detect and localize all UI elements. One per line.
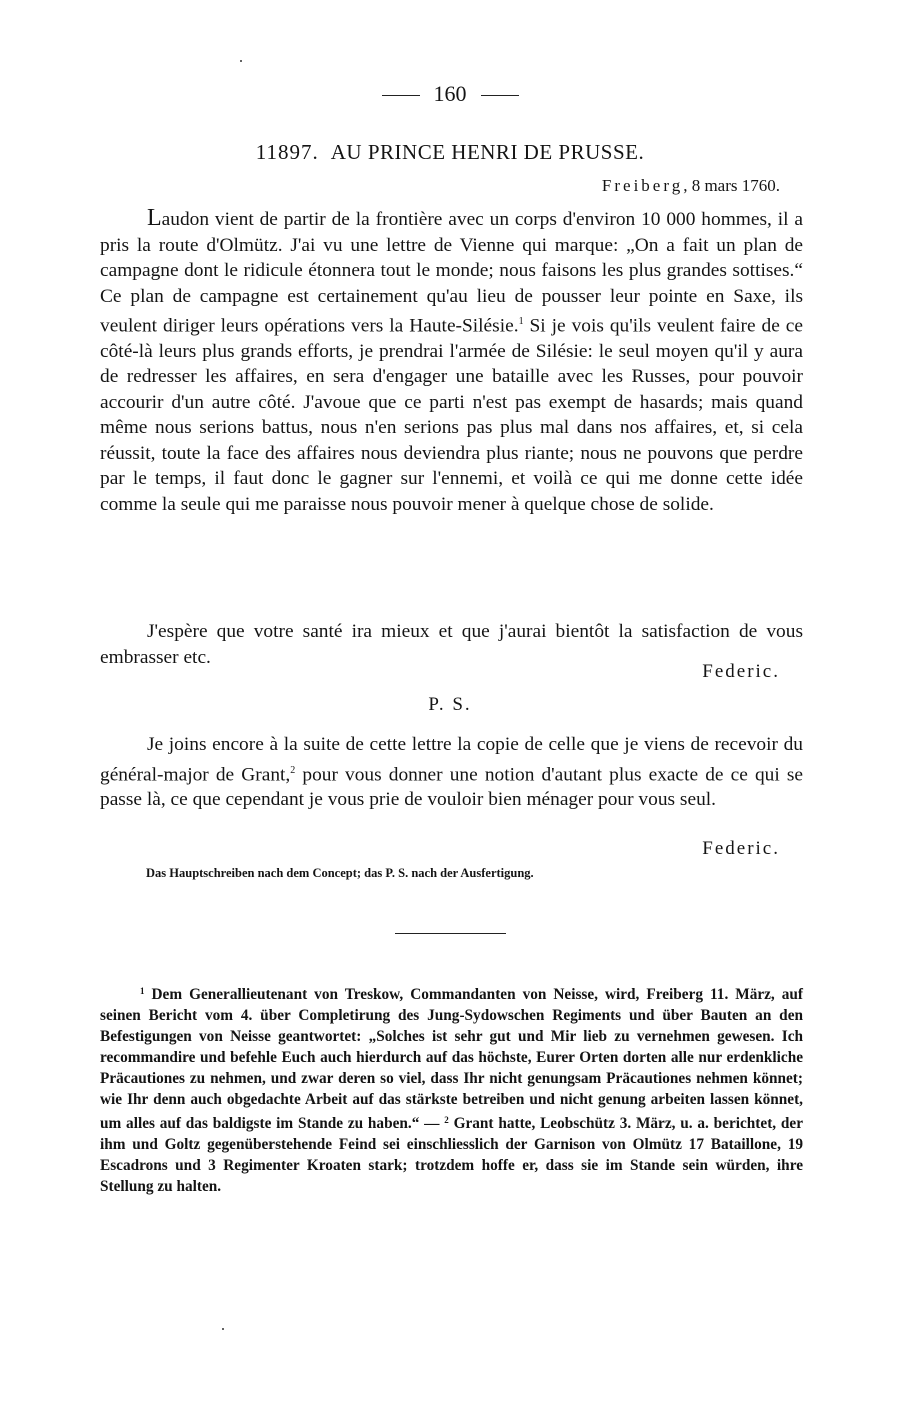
letter-date: , 8 mars 1760. xyxy=(683,176,780,195)
print-speck xyxy=(240,60,242,62)
page-number-value: 160 xyxy=(433,81,467,106)
source-note: Das Hauptschreiben nach dem Concept; das P. S. nach der Ausfertigung. xyxy=(146,866,534,880)
page-number-dash-right xyxy=(481,95,519,96)
footnote-separator xyxy=(395,933,506,934)
footnote-ref-1: 1 xyxy=(518,316,524,327)
letter-paragraph-1 xyxy=(100,206,803,517)
paragraph-initial: L xyxy=(147,205,162,231)
page-number-dash-left xyxy=(382,95,420,96)
paragraph-1-text-end: Si je vois qu'ils veulent faire de ce côté-là leurs plus grands efforts, je prendrai l'armée de Silésie: le seul moyen qu'il y aura de redresser les affaires, en sera d'engager une bataille avec les Russes, pour pouvoir accourir d'un autre côté. J'avoue que ce parti n'est pas exempt de hasards; mais quand même nous serions battus, nous n'en serions pas plus mal dans nos affaires, et, si cela réussit, toute la face des affaires nous deviendra plus riante; nous ne pouvons que perdre par le temps, il faut donc le gagner sur l'ennemi, et voilà ce qui me donne cette idée comme la seule qui me paraisse nous pouvoir mener à quelque chose de solide. xyxy=(100,315,803,515)
postscript-heading: P. S. xyxy=(428,694,472,715)
letter-number: 11897. xyxy=(255,140,319,164)
letter-place: Freiberg xyxy=(601,176,684,195)
paragraph-1-text: audon vient de partir de la frontière avec un corps d'environ 10 000 hommes, il a pris la route d'Olmütz. J'ai vu une lettre de Vienne qui marque: „On a fait un plan de campagne dont le ridicule étonnera tout le monde; nous faisons les plus grandes sottises.“ Ce plan de campagne est certainement qu'au lieu de pousser leur pointe en Saxe, ils veulent diriger leurs opérations vers la Haute-Silésie. xyxy=(100,209,803,337)
footnote-1-mark: 1 xyxy=(140,986,145,996)
paragraph-2-text: J'espère que votre santé ira mieux et que j'aurai bientôt la satisfaction de vous embrasser etc. xyxy=(100,621,803,668)
letter-heading xyxy=(0,138,900,166)
postscript-text-end: pour vous donner une notion d'autant plus exacte de ce qui se passe là, ce que cependant je vous prie de vouloir bien ménager pour vous seul. xyxy=(100,763,803,811)
letter-dateline xyxy=(602,175,780,197)
letter-title: AU PRINCE HENRI DE PRUSSE. xyxy=(330,140,645,164)
footnote-1: Dem Generallieutenant von Treskow, Commandanten von Neisse, wird, Freiberg 11. März, auf seinen Bericht vom 4. über Completirung des Jung-Sydowschen Regiments und über Bauten an den Befestigungen von Neisse geantwortet: „Solches ist sehr gut und Mir lieb zu vernehmen gewesen. Ich recommandire und befehle Euch auch hierdurch auf das höchste, Eurer Orten dorten alle nur erdenkliche Präcautiones zu nehmen, und zwar deren so viel, dass Ihr nicht genungsam Präcautiones nehmen könnet; wie Ihr denn auch obgedachte Arbeit auf das stärkste betreiben und nicht genung arbeiten lassen könnet, um alles auf das baldigste im Stande zu haben.“ — xyxy=(100,986,804,1132)
footnote-ref-2: 2 xyxy=(290,764,296,776)
signature: Federic. xyxy=(702,838,780,859)
footnotes xyxy=(100,981,803,1197)
footnote-2-mark: 2 xyxy=(444,1115,449,1125)
postscript-text: Je joins encore à la suite de cette lettre la copie de celle que je viens de recevoir du général-major de Grant, xyxy=(100,734,803,785)
print-speck xyxy=(222,1328,224,1330)
page-number xyxy=(0,80,900,108)
footnote-2: Grant hatte, Leobschütz 3. März, u. a. berichtet, der ihm und Goltz gegenüberstehende Feind sei einschliesslich der Garnison von Olmütz 17 Bataillone, 19 Escadrons und 3 Regimenter Kroaten stark; trotzdem hoffe er, dass sie im Stande sein würden, ihre Stellung zu halten. xyxy=(100,1115,804,1195)
letter-paragraph-2 xyxy=(100,619,803,670)
signature: Federic. xyxy=(702,661,780,682)
postscript-paragraph xyxy=(100,732,803,813)
